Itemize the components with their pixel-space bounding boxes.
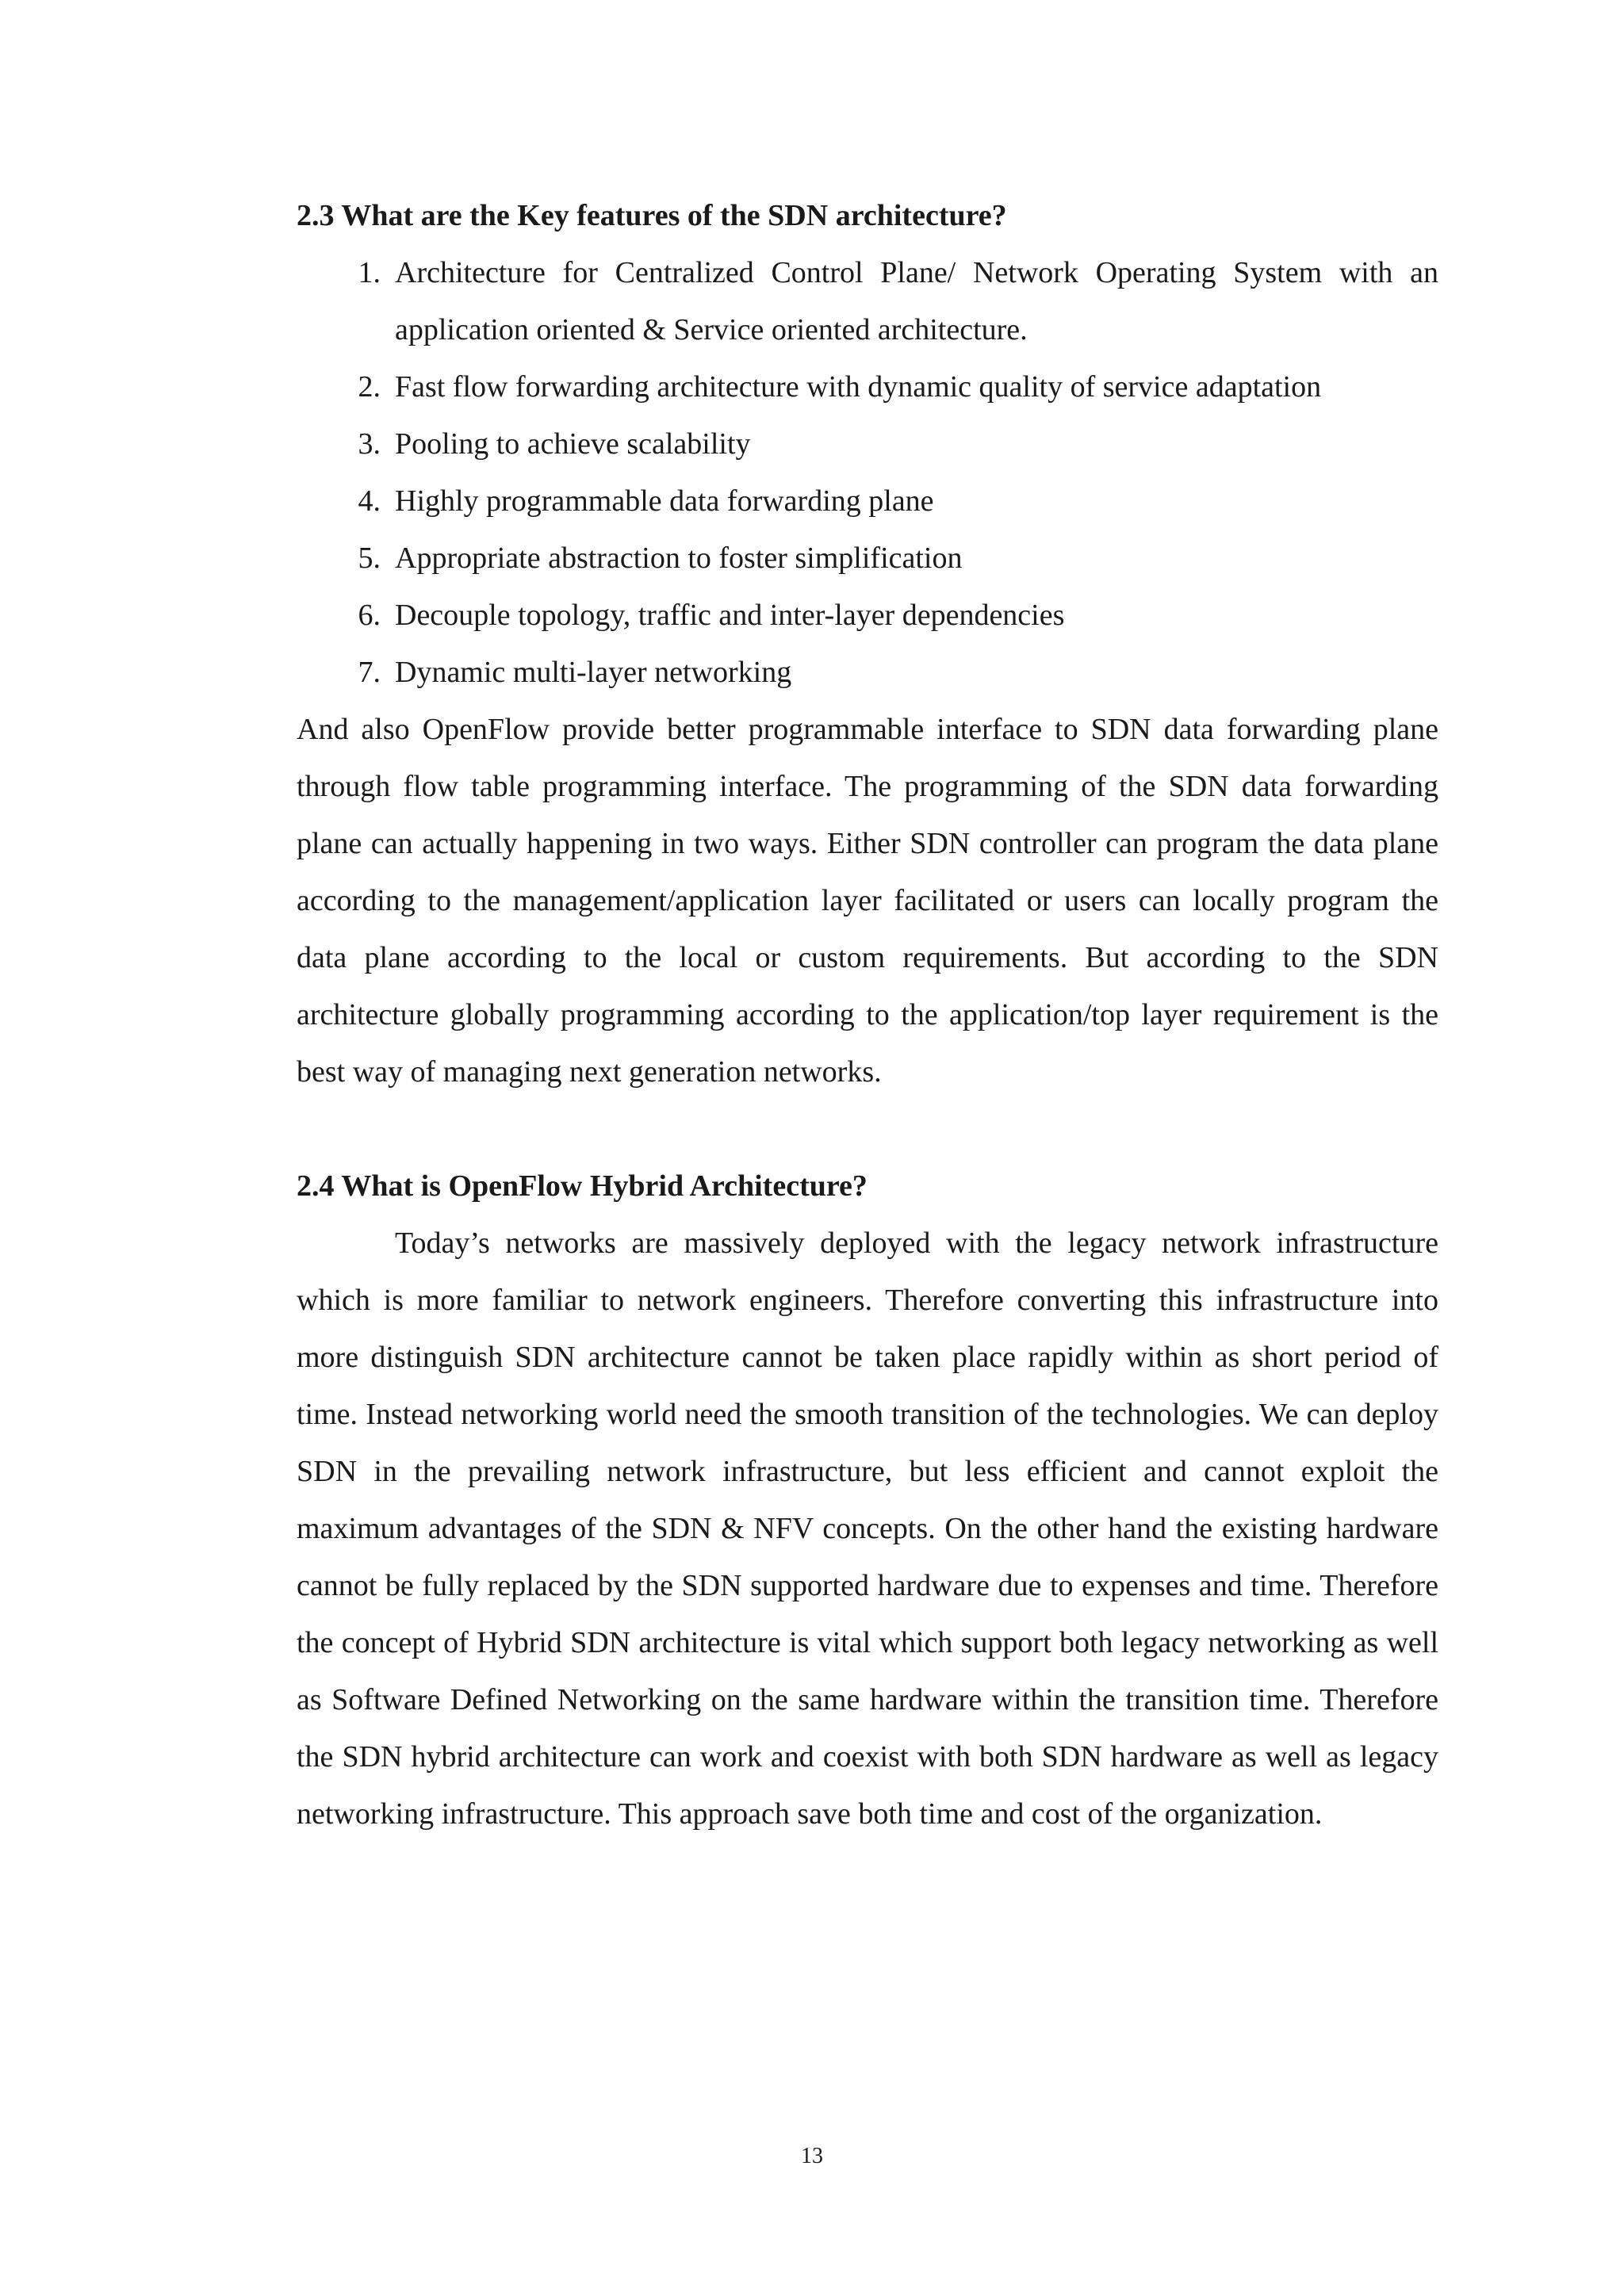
- list-item-text: Architecture for Centralized Control Plane/ Network Operating System with an application oriented & Service oriented architecture.: [395, 256, 1438, 346]
- list-item-number: 4.: [358, 484, 381, 518]
- section-2-4-heading: 2.4 What is OpenFlow Hybrid Architecture?: [297, 1169, 868, 1203]
- list-item-number: 3.: [358, 427, 381, 461]
- list-item-text: Appropriate abstraction to foster simplification: [395, 541, 963, 575]
- list-item-text: Decouple topology, traffic and inter-layer dependencies: [395, 599, 1065, 632]
- list-item-number: 6.: [358, 599, 381, 632]
- list-item-number: 7.: [358, 656, 381, 689]
- list-item: [297, 587, 1438, 644]
- list-item-number: 5.: [358, 541, 381, 575]
- list-item-number: 1.: [358, 256, 381, 289]
- list-item: [297, 530, 1438, 587]
- openflow-paragraph: And also OpenFlow provide better programmable interface to SDN data forwarding plane through flow table programming interface. The programming of the SDN data forwarding plane can actually happening in two ways. Either SDN controller can program the data plane according to the management/application layer facilitated or users can locally program the data plane according to the local or custom requirements. But according to the SDN architecture globally programming according to the application/top layer requirement is the best way of managing next generation networks.: [297, 713, 1438, 1089]
- list-item-number: 2.: [358, 370, 381, 404]
- list-item-text: Highly programmable data forwarding plane: [395, 484, 934, 518]
- list-item: [297, 644, 1438, 701]
- list-item: [297, 358, 1438, 415]
- list-item-text: Pooling to achieve scalability: [395, 427, 751, 461]
- section-spacer: [297, 1100, 1438, 1158]
- key-features-list: [297, 244, 1438, 701]
- list-item: [297, 415, 1438, 473]
- page-number: 13: [801, 2144, 823, 2168]
- section-2-3-heading: 2.3 What are the Key features of the SDN architecture?: [297, 199, 1007, 232]
- list-item: [297, 473, 1438, 530]
- list-item: [297, 244, 1438, 358]
- list-item-text: Dynamic multi-layer networking: [395, 656, 792, 689]
- hybrid-architecture-paragraph: Today’s networks are massively deployed with the legacy network infrastructure which is more familiar to network engineers. Therefore converting this infrastructure into more distinguish SDN architecture cannot be taken place rapidly within as short period of time. Instead networking world need the smooth transition of the technologies. We can deploy SDN in the prevailing network infrastructure, but less efficient and cannot exploit the maximum advantages of the SDN & NFV concepts. On the other hand the existing hardware cannot be fully replaced by the SDN supported hardware due to expenses and time. Therefore the concept of Hybrid SDN architecture is vital which support both legacy networking as well as Software Defined Networking on the same hardware within the transition time. Therefore the SDN hybrid architecture can work and coexist with both SDN hardware as well as legacy networking infrastructure. This approach save both time and cost of the organization.: [297, 1226, 1438, 1831]
- list-item-text: Fast flow forwarding architecture with dynamic quality of service adaptation: [395, 370, 1322, 404]
- document-page: [297, 187, 1438, 1843]
